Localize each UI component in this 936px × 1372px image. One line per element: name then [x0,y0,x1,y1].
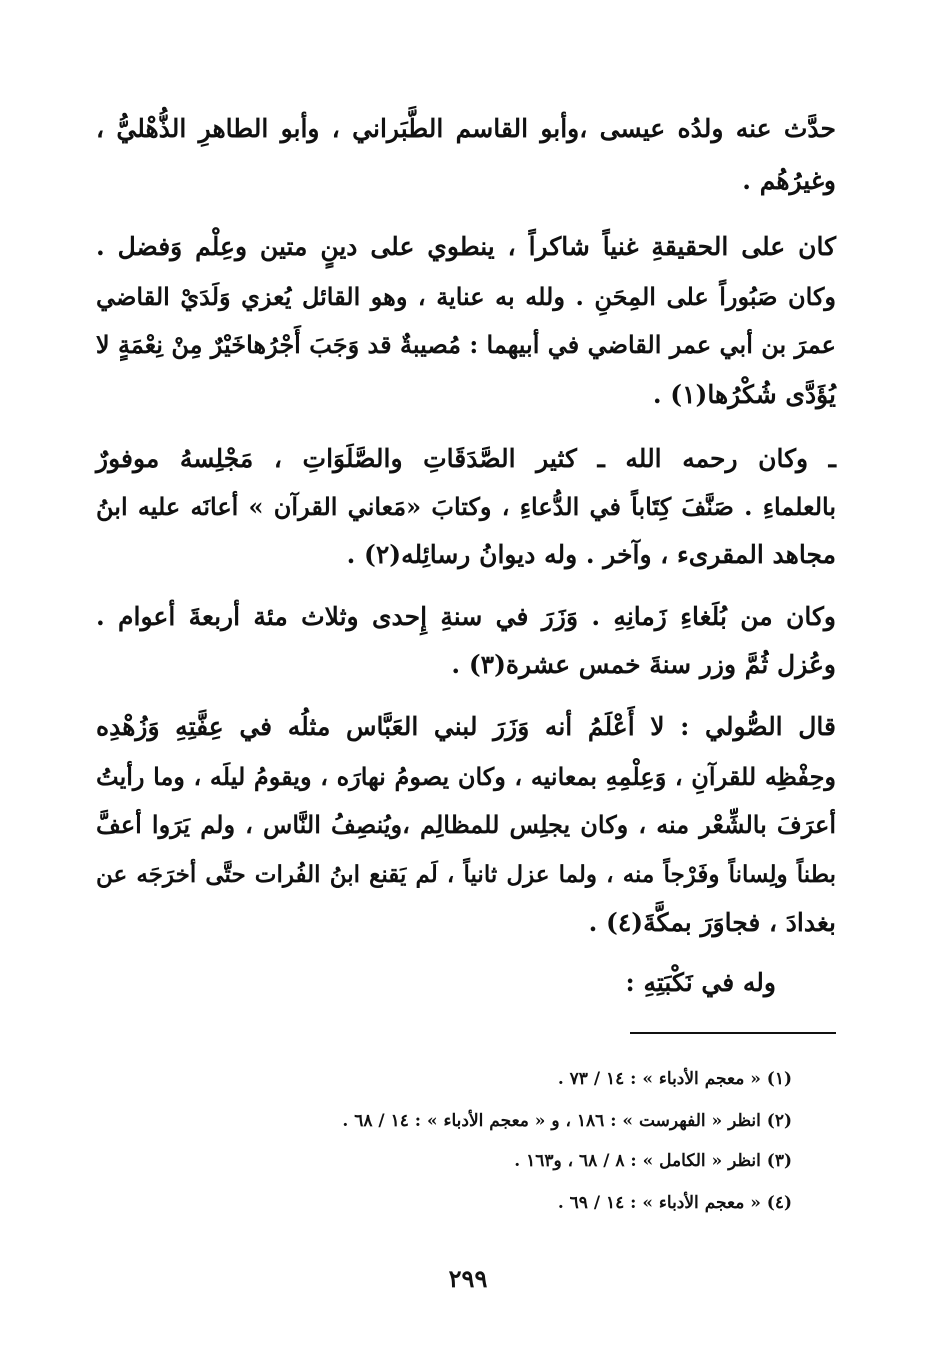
text-line: وله في نَكْبَتِهِ : [625,968,776,997]
text-line: بالعلماءِ . صَنَّفَ كِتَاباً في الدُّعاءِ ، وكتابَ «مَعاني القرآن » أعانَه عليه ابنُ [96,492,836,521]
text-line: وكان من بُلَغاءِ زَمانِهِ . وَزَرَ في سنةِ إِحدى وثلاث مئة أربعةَ أعوام . [96,602,836,631]
text-line: يُؤَدَّى شُكْرُها(١) . [652,380,836,409]
text-line: أعرَفَ بالشِّعْر منه ، وكان يجلِس للمظالِم ،ويُنصِفُ النَّاس ، ولم يَرَوا أعفَّ [96,810,836,839]
text-line: حدَّث عنه ولدُه عيسى ،وأبو القاسم الطَّبَراني ، وأبو الطاهرِ الذُّهْليُّ ، [96,114,836,143]
text-line: بغدادَ ، فجاوَرَ بمكَّةَ(٤) . [588,908,836,937]
text-line: مجاهد المقرىء ، وآخر . وله ديوانُ رسائِله(٢) . [346,540,836,569]
page-number: ٢٩٩ [448,1264,488,1293]
text-line: وغيرُهُم . [742,166,836,195]
text-line: وحِفْظِه للقرآنِ ، وَعِلْمِهِ بمعانيه ، وكان يصومُ نهارَه ، ويقومُ ليلَه ، وما رأيتُ [96,762,836,791]
text-line: وعُزل ثُمَّ وزر سنةَ خمس عشرة(٣) . [451,650,836,679]
text-line: وكان صَبُوراً على المِحَنِ . ولله به عناية ، وهو القائل يُعزي وَلَدَيْ القاضي [96,282,836,311]
footnote: (٢) انظر « الفهرست » : ١٨٦ ، و « معجم الأدباء » : ١٤ / ٦٨ . [342,1111,792,1131]
text-line: كان على الحقيقةِ غنياً شاكراً ، ينطوي على دينٍ متين وعِلْم وَفضل . [96,232,836,261]
text-line: عمرَ بن أبي عمر القاضي في أبيهما : مُصيبةٌ قد وَجَبَ أَجْرُهاخَيْرٌ مِنْ نِعْمَةٍ لا [95,330,836,359]
text-line: قال الصُّولي : لا أَعْلَمُ أنه وَزَرَ لبني العَبَّاس مثلُه في عِفَّتِهِ وَزُهْدِه [96,712,836,741]
footnote: (١) « معجم الأدباء » : ١٤ / ٧٣ . [557,1069,792,1089]
footnote-separator [630,1032,836,1034]
text-line: بطناً ولِساناً وفَرْجاً منه ، ولما عزل ثانياً ، لَم يَقنع ابنُ الفُرات حتَّى أخرَجَه عن [96,861,836,888]
footnote: (٣) انظر « الكامل » : ٨ / ٦٨ ، و١٦٣ . [514,1151,792,1171]
footnote: (٤) « معجم الأدباء » : ١٤ / ٦٩ . [557,1193,792,1213]
text-line: ـ وكان رحمه الله ـ كثير الصَّدَقَاتِ والصَّلَوَاتِ ، مَجْلِسهُ موفورٌ [96,444,836,473]
